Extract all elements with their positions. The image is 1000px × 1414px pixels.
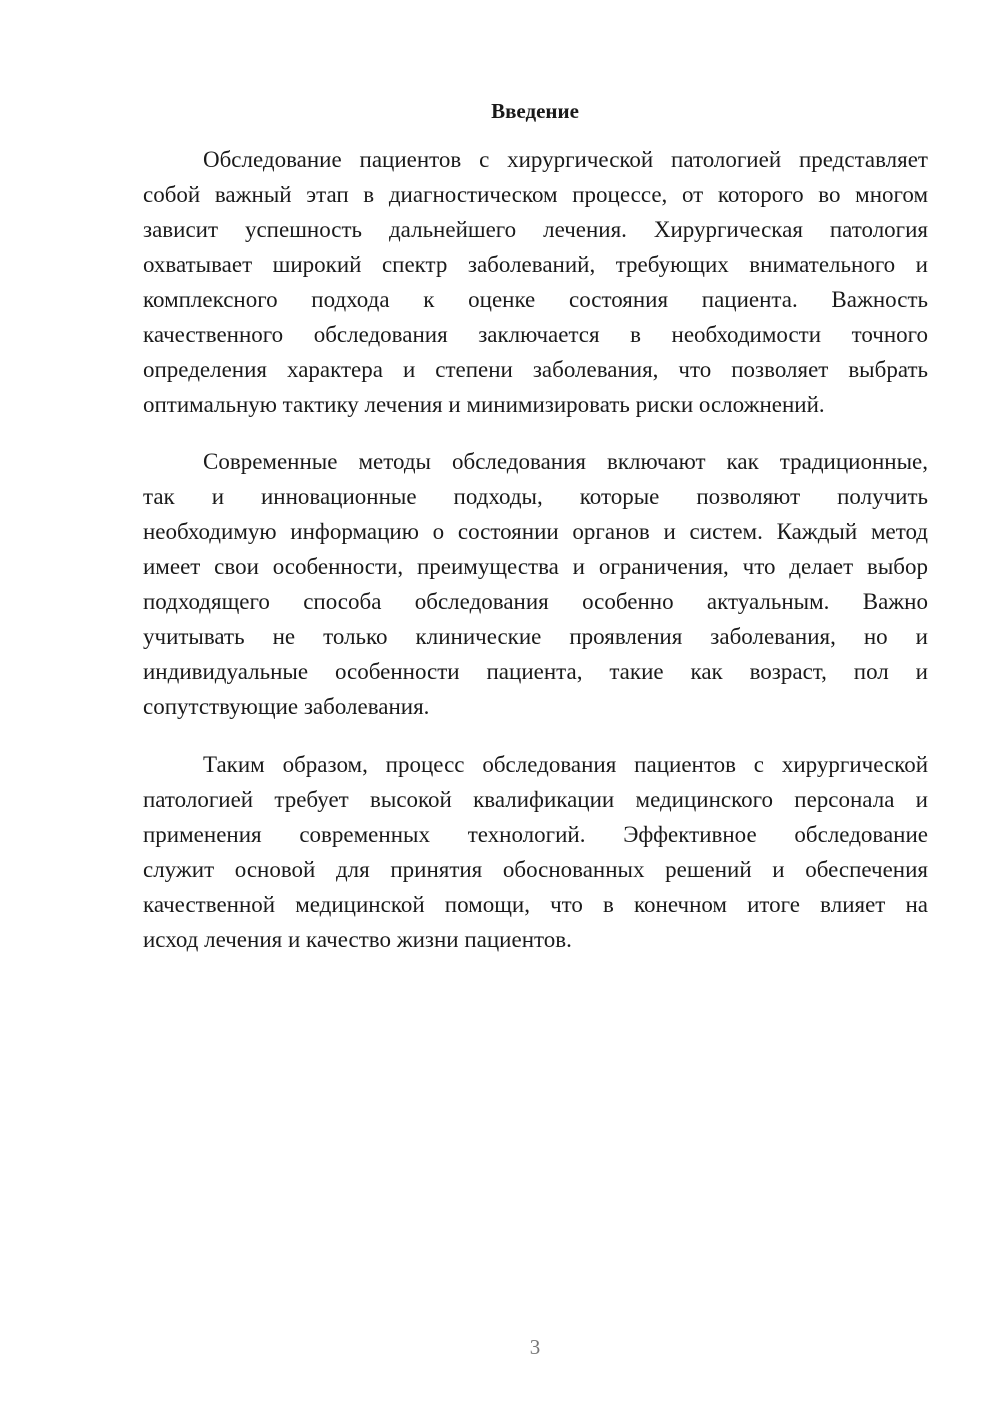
- text-line: качественной медицинской помощи, что в конечном итоге влияет на: [143, 892, 928, 917]
- text-line: служит основой для принятия обоснованных решений и обеспечения: [143, 857, 928, 882]
- text-line: Обследование пациентов с хирургической патологией представляет: [203, 147, 928, 172]
- text-line: определения характера и степени заболевания, что позволяет выбрать: [143, 357, 928, 382]
- text-line: оптимальную тактику лечения и минимизировать риски осложнений.: [143, 392, 825, 417]
- text-line: учитывать не только клинические проявления заболевания, но и: [143, 624, 928, 649]
- page-number: 3: [529, 1335, 541, 1359]
- text-line: так и инновационные подходы, которые позволяют получить: [143, 484, 928, 509]
- text-line: необходимую информацию о состоянии органов и систем. Каждый метод: [143, 519, 928, 544]
- text-line: применения современных технологий. Эффективное обследование: [143, 822, 928, 847]
- text-line: собой важный этап в диагностическом процессе, от которого во многом: [143, 182, 928, 207]
- text-line: имеет свои особенности, преимущества и ограничения, что делает выбор: [143, 554, 928, 579]
- paragraph-3: [143, 747, 928, 957]
- text-line: Современные методы обследования включают как традиционные,: [203, 449, 928, 474]
- text-line: сопутствующие заболевания.: [143, 694, 430, 719]
- text-line: исход лечения и качество жизни пациентов.: [143, 927, 572, 952]
- text-line: Таким образом, процесс обследования пациентов с хирургической: [203, 752, 928, 777]
- paragraph-2: [143, 444, 928, 724]
- text-line: комплексного подхода к оценке состояния пациента. Важность: [143, 287, 928, 312]
- text-line: качественного обследования заключается в необходимости точного: [143, 322, 928, 347]
- section-title: Введение: [491, 99, 579, 123]
- text-line: подходящего способа обследования особенно актуальным. Важно: [143, 589, 928, 614]
- text-line: охватывает широкий спектр заболеваний, требующих внимательного и: [143, 252, 928, 277]
- text-line: индивидуальные особенности пациента, такие как возраст, пол и: [143, 659, 928, 684]
- text-line: зависит успешность дальнейшего лечения. Хирургическая патология: [143, 217, 928, 242]
- text-line: патологией требует высокой квалификации медицинского персонала и: [143, 787, 928, 812]
- paragraph-1: [143, 142, 928, 422]
